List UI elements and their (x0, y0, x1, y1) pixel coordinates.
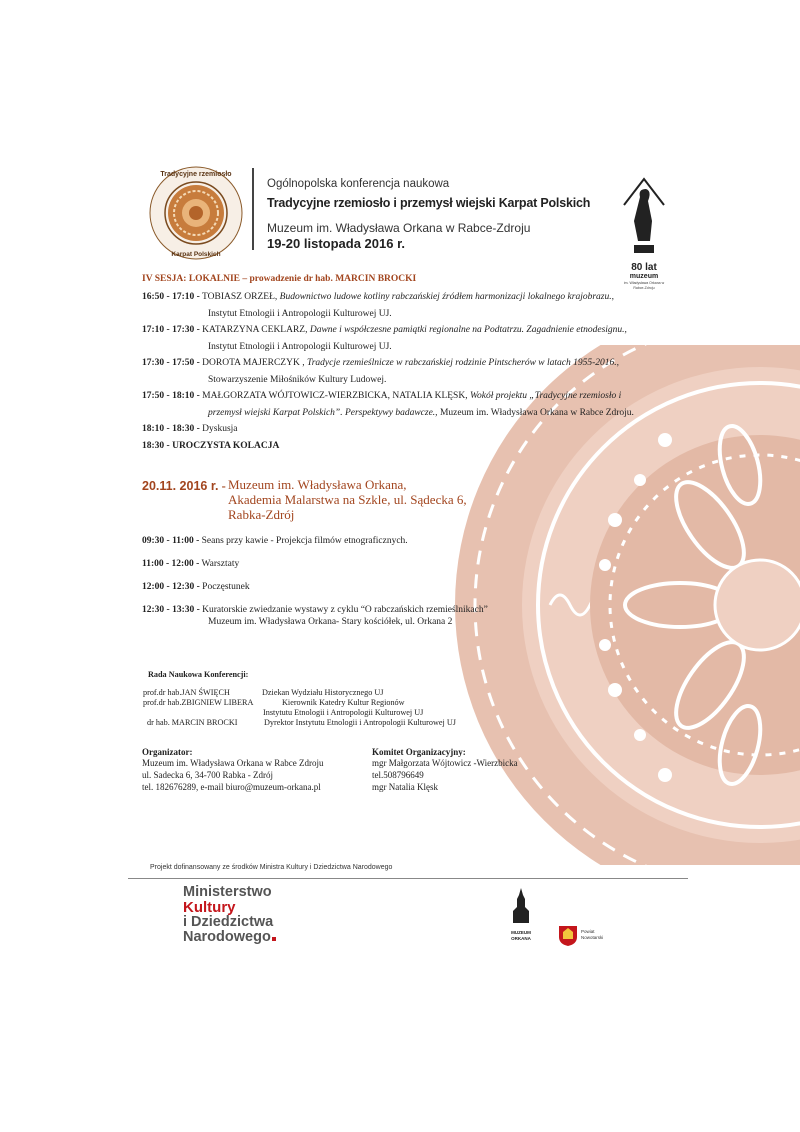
item-time: 17:10 - 17:30 - (142, 325, 200, 335)
item-speaker: KATARZYNA CEKLARZ, (199, 325, 310, 335)
header-divider (252, 168, 254, 250)
item-title: przemysł wiejski Karpat Polskich”. Perspektywy badawcze., (208, 408, 438, 418)
item-speaker: TOBIASZ ORZEŁ, (199, 292, 280, 302)
museum-logo-line-1: MUZEUM (511, 930, 531, 935)
item-time: 17:30 - 17:50 - (142, 358, 200, 368)
council-member-name: prof.dr hab.JAN ŚWIĘCH (143, 688, 230, 697)
item-title: Wokół projektu „Tradycyjne rzemiosło i (469, 391, 622, 401)
committee-line: mgr Natalia Klęsk (372, 782, 438, 792)
item-institution: Instytut Etnologii i Antropologii Kulturowej UJ. (208, 309, 392, 319)
item-institution: Muzeum im. Władysława Orkana w Rabce Zdroju. (437, 408, 634, 418)
committee-line: mgr Małgorzata Wójtowicz -Wierzbicka (372, 758, 518, 768)
funding-note: Projekt dofinansowany ze środków Ministra Kultury i Dziedzictwa Narodowego (150, 864, 393, 871)
museum-orkana-logo (509, 887, 533, 942)
day2-dash: - (218, 479, 226, 493)
day2-place-2: Akademia Malarstwa na Szkle, ul. Sądecka 6, (228, 492, 467, 507)
svg-text:Tradycyjne rzemiosło: Tradycyjne rzemiosło (160, 171, 232, 178)
powiat-line-1: Powiat (581, 929, 595, 934)
item-speaker: DOROTA MAJERCZYK , (199, 358, 307, 368)
council-heading: Rada Naukowa Konferencji: (148, 670, 249, 679)
day2-item-4 (142, 604, 488, 616)
header-top-line: Ogólnopolska konferencja naukowa (267, 178, 450, 190)
powiat-line-2: Nowotarski (581, 935, 604, 940)
anniversary-logo (620, 175, 668, 293)
ministry-logo (183, 885, 276, 945)
organizer-line: ul. Sadecka 6, 34-700 Rabka - Zdrój (142, 770, 273, 780)
anniversary-sub: im. Władysława Orkana w Rabce-Zdroju (623, 281, 665, 290)
item-institution: Instytut Etnologii i Antropologii Kulturowej UJ. (208, 342, 392, 352)
powiat-crest-icon (558, 925, 578, 952)
dates: 19-20 listopada 2016 r. (267, 236, 406, 251)
item-title: Tradycje rzemieślnicze w rabczańskiej rodzinie Pintscherów w latach 1955-2016., (306, 358, 620, 368)
organizer-heading: Organizator: (142, 747, 193, 757)
day2-date (142, 477, 226, 495)
venue: Muzeum im. Władysława Orkana w Rabce-Zdroju (267, 221, 531, 235)
item-speaker: MAŁGORZATA WÓJTOWICZ-WIERZBICKA, NATALIA KLĘSK, (199, 391, 470, 401)
session-item-4-line2 (208, 407, 634, 419)
day2-item-3 (142, 581, 250, 593)
svg-text:Karpat Polskich: Karpat Polskich (171, 251, 221, 258)
dinner: 18:30 - UROCZYSTA KOLACJA (142, 441, 280, 451)
museum-logo-line-2: ORKANA (511, 936, 531, 941)
anniversary-big: 80 lat (631, 262, 657, 273)
day2-item-4-line2: Muzeum im. Władysława Orkana- Stary kościółek, ul. Orkana 2 (208, 617, 453, 627)
day2-date-text: 20.11. 2016 r. (142, 479, 219, 493)
item-time: 16:50 - 17:10 - (142, 292, 200, 302)
conference-seal (148, 165, 244, 261)
conference-title: Tradycyjne rzemiosło i przemysł wiejski Karpat Polskich (267, 196, 591, 210)
item-text: Warsztaty (199, 559, 240, 569)
item-title: Dawne i współczesne pamiątki regionalne na Podtatrzu. Zagadnienie etnodesignu., (309, 325, 627, 335)
item-text: Seans przy kawie - Projekcja filmów etnograficznych. (199, 536, 408, 546)
committee-line: tel.508796649 (372, 770, 424, 780)
committee-heading: Komitet Organizacyjny: (372, 747, 466, 757)
council-member-name: dr hab. MARCIN BROCKI (147, 718, 238, 727)
folk-ornament (437, 345, 800, 865)
council-member-role: Kierownik Katedry Kultur Regionów (282, 698, 405, 707)
ministry-line-1: Ministerstwo (183, 884, 272, 900)
item-time: 17:50 - 18:10 - (142, 391, 200, 401)
organizer-line: Muzeum im. Władysława Orkana w Rabce Zdroju (142, 758, 324, 768)
item-institution: Stowarzyszenie Miłośników Kultury Ludowej. (208, 375, 387, 385)
item-title: Budownictwo ludowe kotliny rabczańskiej źródłem harmonizacji lokalnego krajobrazu., (279, 292, 614, 302)
day2-item-1 (142, 535, 408, 547)
session-item-2 (142, 324, 627, 336)
discussion-label: Dyskusja (199, 424, 238, 434)
item-text: Kuratorskie zwiedzanie wystawy z cyklu “O rabczańskich rzemieślnikach” (199, 605, 488, 615)
session-item-3 (142, 357, 619, 369)
item-time: 12:00 - 12:30 - (142, 582, 200, 592)
footer-divider (128, 878, 688, 879)
item-text: Poczęstunek (199, 582, 250, 592)
ministry-line-4-text: Narodowego (183, 929, 271, 945)
council-member-name: prof.dr hab.ZBIGNIEW LIBERA (143, 698, 254, 707)
item-time: 09:30 - 11:00 - (142, 536, 200, 546)
item-time: 11:00 - 12:00 - (142, 559, 200, 569)
organizer-line: tel. 182676289, e-mail biuro@muzeum-orkana.pl (142, 782, 321, 792)
council-member-role: Dziekan Wydziału Historycznego UJ (262, 688, 384, 697)
powiat-label (581, 929, 603, 941)
council-member-role: Instytutu Etnologii i Antropologii Kulturowej UJ (263, 708, 424, 717)
day2-item-2 (142, 558, 239, 570)
day2-place-3: Rabka-Zdrój (228, 507, 295, 522)
item-time: 12:30 - 13:30 - (142, 605, 200, 615)
anniversary-small: muzeum (629, 273, 659, 280)
session-item-4 (142, 390, 621, 402)
day2-place-1: Muzeum im. Władysława Orkana, (228, 477, 407, 492)
council-member-role: Dyrektor Instytutu Etnologii i Antropologii Kulturowej UJ (264, 718, 456, 727)
ministry-line-3: i Dziedzictwa (183, 914, 274, 930)
ministry-line-2: Kultury (183, 899, 236, 916)
ministry-dot-icon (272, 937, 276, 941)
item-time: 18:10 - 18:30 - (142, 424, 200, 434)
ministry-line-4 (183, 930, 276, 945)
session-item-1 (142, 291, 614, 303)
session-heading: IV SESJA: LOKALNIE – prowadzenie dr hab. MARCIN BROCKI (142, 274, 417, 284)
discussion (142, 423, 238, 435)
